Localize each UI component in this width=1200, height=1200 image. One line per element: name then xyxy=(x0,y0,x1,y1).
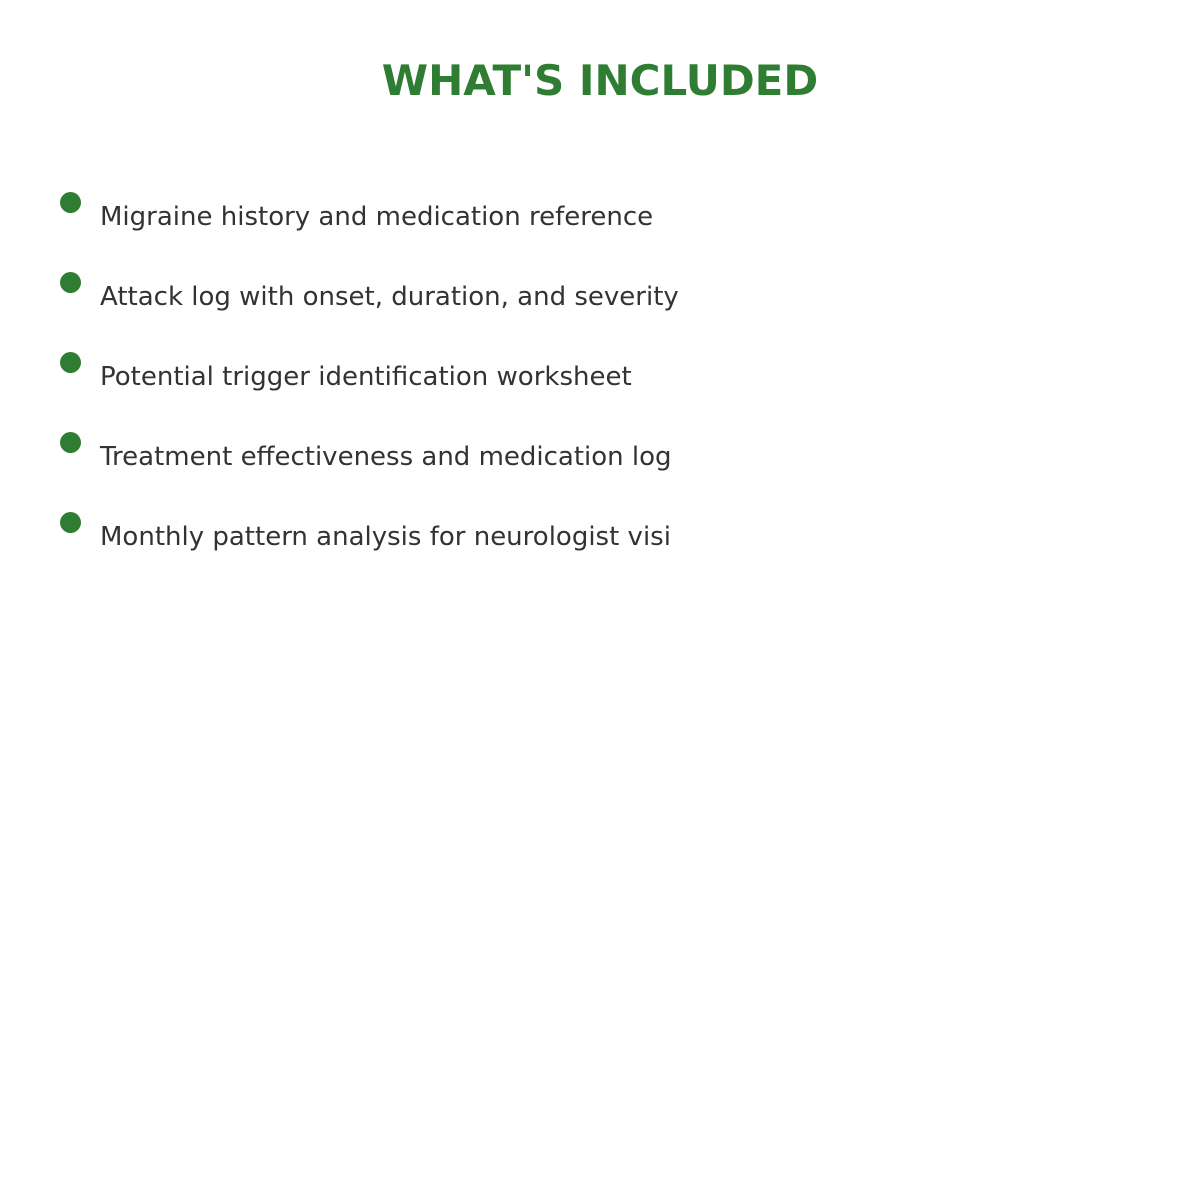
list-item xyxy=(0,352,1100,412)
list-item xyxy=(0,272,1100,332)
list-item-text: Migraine history and medication reference xyxy=(100,202,654,232)
list-item-text: Monthly pattern analysis for neurologist visi xyxy=(100,522,671,552)
bullet-icon xyxy=(60,512,81,533)
page-title: WHAT'S INCLUDED xyxy=(381,56,819,105)
list-item xyxy=(0,432,1100,492)
bullet-icon xyxy=(60,272,81,293)
bullet-icon xyxy=(60,352,81,373)
list-item xyxy=(0,512,1100,572)
list-item-text: Treatment effectiveness and medication log xyxy=(100,442,672,472)
bullet-icon xyxy=(60,432,81,453)
bullet-icon xyxy=(60,192,81,213)
list-item-text: Attack log with onset, duration, and severity xyxy=(100,282,679,312)
list-item xyxy=(0,192,1100,252)
list-item-text: Potential trigger identification worksheet xyxy=(100,362,632,392)
